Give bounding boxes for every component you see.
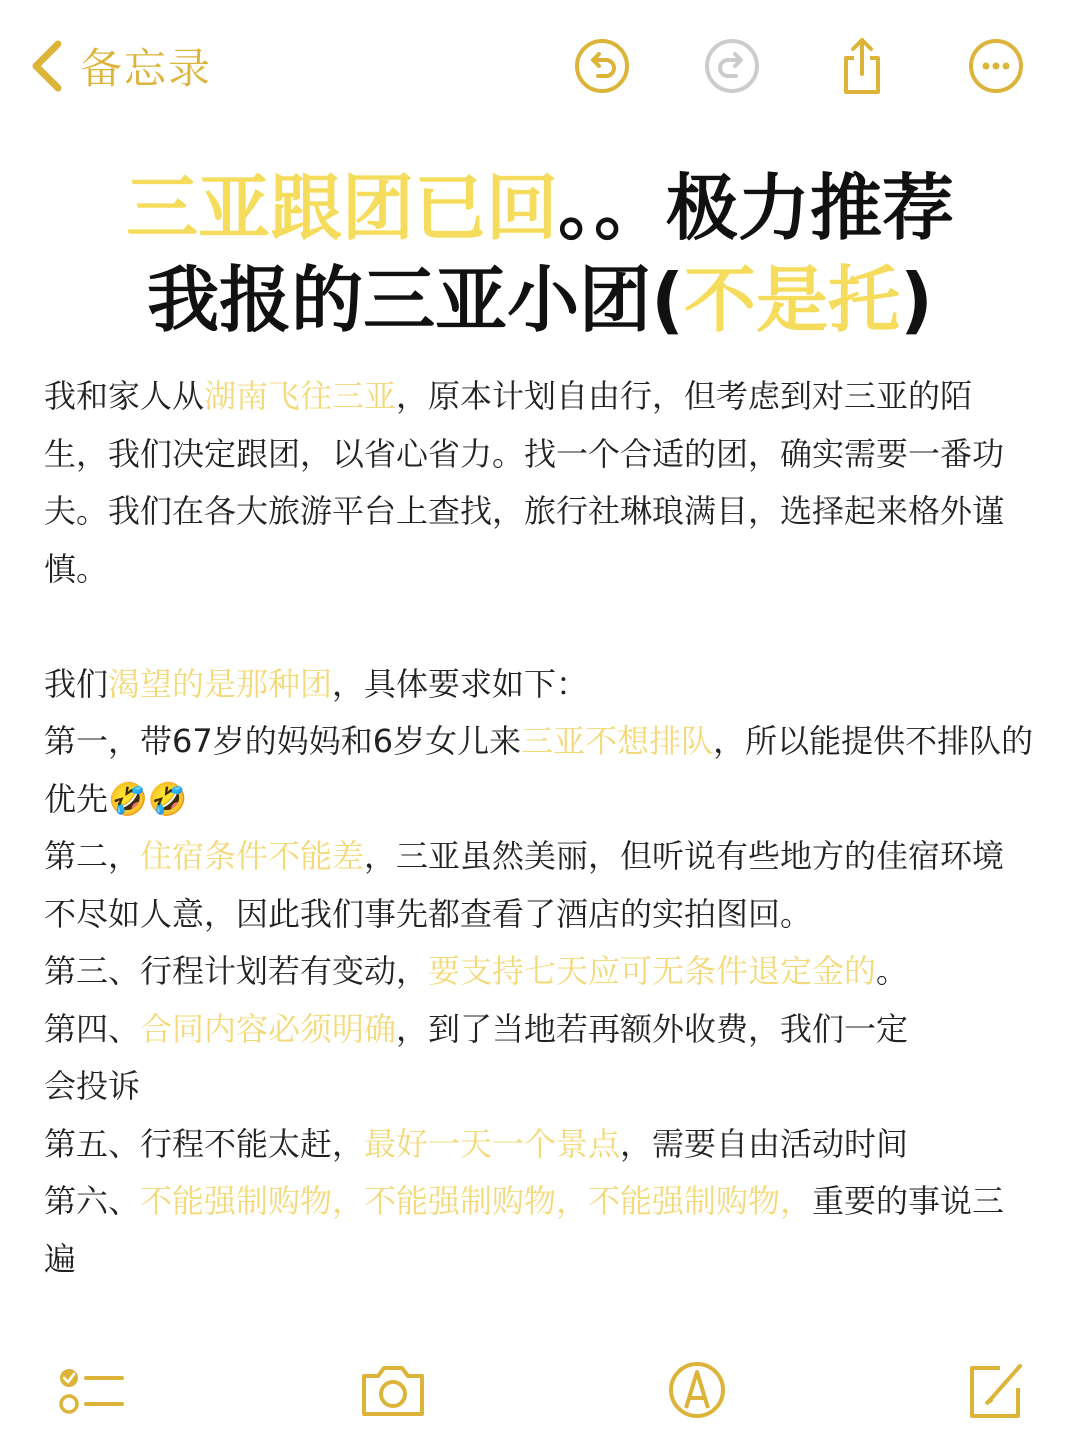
checklist-icon bbox=[56, 1358, 126, 1422]
markup-button[interactable] bbox=[662, 1358, 732, 1422]
requirement-item-1 bbox=[44, 713, 1036, 828]
highlight-text: 住宿条件不能差 bbox=[140, 837, 365, 875]
share-button[interactable] bbox=[830, 34, 894, 98]
bottom-toolbar bbox=[0, 1350, 1080, 1430]
title-line-1 bbox=[0, 162, 1080, 254]
requirement-item-3 bbox=[44, 943, 1036, 1001]
title-line-2 bbox=[0, 254, 1080, 346]
top-toolbar bbox=[0, 0, 1080, 130]
body-text: ，原本计划自由行，但考虑到对三亚的陌生，我们决定跟团，以省心省力。找一个合适的团，确实需要一番功夫。我们在各大旅游平台上查找，旅行社琳琅满目，选择起来格外谨慎。 bbox=[44, 377, 1005, 588]
camera-button[interactable] bbox=[358, 1358, 428, 1422]
highlight-text: 渴望的是那种团 bbox=[108, 664, 333, 703]
compose-icon bbox=[962, 1358, 1032, 1422]
body-text: 第四、 bbox=[44, 1009, 141, 1048]
title-text: 。。极力推荐 bbox=[558, 166, 955, 250]
redo-button[interactable] bbox=[700, 34, 764, 98]
requirement-item-4-continued bbox=[44, 1058, 1036, 1116]
undo-icon bbox=[572, 36, 632, 96]
chevron-left-icon bbox=[28, 38, 68, 94]
note-title bbox=[0, 162, 1080, 346]
highlight-text: 湖南飞往三亚 bbox=[204, 377, 397, 415]
highlight-text: 最好一天一个景点 bbox=[364, 1124, 621, 1163]
title-text: ) bbox=[900, 258, 933, 342]
body-text: 第三、行程计划若有变动， bbox=[44, 952, 429, 990]
back-label: 备忘录 bbox=[80, 44, 213, 93]
body-text: ，三亚虽然美丽，但听说有些地方的佳宿环境不尽如人意，因此我们事先都查看了酒店的实拍图回。 bbox=[44, 837, 1005, 933]
redo-icon bbox=[702, 36, 762, 96]
compose-button[interactable] bbox=[962, 1358, 1032, 1422]
body-text: 我和家人从 bbox=[44, 377, 205, 415]
highlight-text: 不能强制购物，不能强制购物，不能强制购物， bbox=[140, 1182, 813, 1220]
markup-icon bbox=[662, 1358, 732, 1422]
title-highlight: 三亚跟团已回 bbox=[125, 166, 558, 250]
title-text: 我报的三亚小团( bbox=[147, 258, 684, 342]
body-text: 我们 bbox=[44, 664, 109, 703]
requirement-item-4 bbox=[44, 1001, 1036, 1059]
share-icon bbox=[832, 36, 892, 96]
back-button[interactable] bbox=[28, 36, 212, 96]
blank-line bbox=[44, 598, 1036, 656]
title-highlight: 不是托 bbox=[684, 258, 901, 342]
note-body[interactable] bbox=[44, 368, 1036, 1288]
body-text: 重要的事说三遍 bbox=[44, 1182, 1005, 1278]
body-text: 会投诉 bbox=[44, 1067, 141, 1105]
body-text: 第六、 bbox=[44, 1182, 141, 1220]
highlight-text: 要支持七天应可无条件退定金的 bbox=[428, 952, 877, 990]
requirement-item-6 bbox=[44, 1173, 1036, 1288]
requirement-item-5 bbox=[44, 1116, 1036, 1174]
more-button[interactable] bbox=[964, 34, 1028, 98]
body-text: ，具体要求如下： bbox=[332, 664, 589, 703]
highlight-text: 三亚不想排队 bbox=[521, 722, 714, 760]
requirement-item-2 bbox=[44, 828, 1036, 943]
more-icon bbox=[966, 36, 1026, 96]
body-text: 第一，带67岁的妈妈和6岁女儿来 bbox=[44, 722, 522, 760]
body-text: ，所以能提供不排队的优先🤣🤣 bbox=[44, 722, 1034, 818]
highlight-text: 合同内容必须明确 bbox=[140, 1009, 397, 1048]
paragraph-intro bbox=[44, 368, 1036, 598]
body-text: 。 bbox=[876, 952, 909, 990]
paragraph-requirements bbox=[44, 656, 1036, 714]
undo-button[interactable] bbox=[570, 34, 634, 98]
camera-icon bbox=[358, 1358, 428, 1422]
checklist-button[interactable] bbox=[56, 1358, 126, 1422]
body-text: ，需要自由活动时间 bbox=[620, 1124, 909, 1163]
body-text: ，到了当地若再额外收费，我们一定 bbox=[396, 1009, 909, 1048]
body-text: 第二， bbox=[44, 837, 141, 875]
body-text: 第五、行程不能太赶， bbox=[44, 1124, 365, 1163]
